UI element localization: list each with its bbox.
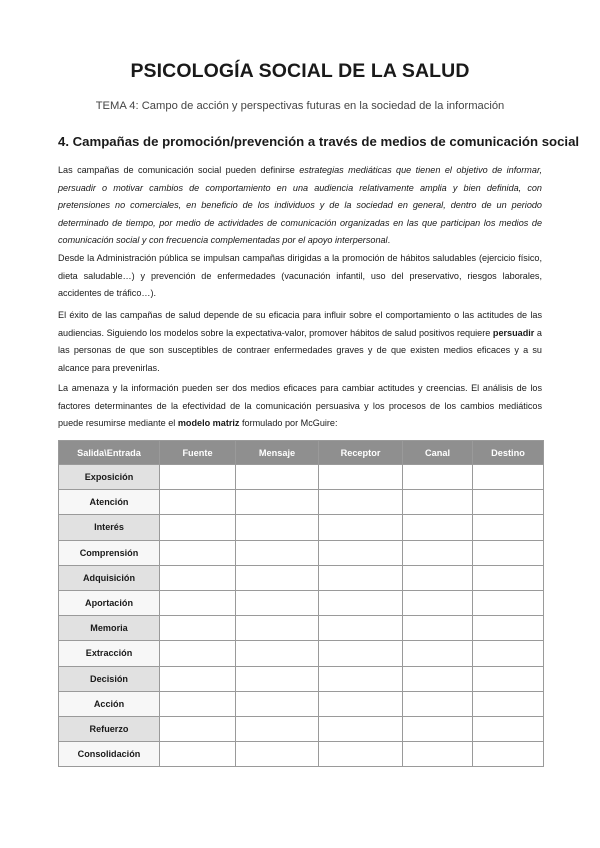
table-empty-cell bbox=[319, 540, 403, 565]
table-header-row bbox=[59, 441, 544, 465]
table-empty-cell bbox=[160, 515, 236, 540]
table-empty-cell bbox=[473, 465, 544, 490]
table-empty-cell bbox=[319, 490, 403, 515]
table-empty-cell bbox=[236, 540, 319, 565]
table-empty-cell bbox=[473, 515, 544, 540]
table-empty-cell bbox=[403, 565, 473, 590]
table-empty-cell bbox=[160, 691, 236, 716]
table-empty-cell bbox=[473, 716, 544, 741]
table-empty-cell bbox=[473, 590, 544, 615]
paragraph-definition-italic: estrategias mediáticas que tienen el objetivo de informar, persuadir o motivar cambios de comportamiento en una audiencia relativamente amplia y bien definida, con pretensiones no comerciales, en beneficio de los individuos y de la sociedad en general, dentro de un periodo determinado de tiempo, por medio de actividades de comunicación organizadas en las que participan los medios de comunicación social y con frecuencia complementadas por el apoyo interpersonal bbox=[58, 165, 542, 245]
table-empty-cell bbox=[236, 742, 319, 767]
table-row bbox=[59, 742, 544, 767]
table-row-label: Consolidación bbox=[59, 742, 160, 767]
table-row-label: Extracción bbox=[59, 641, 160, 666]
table-row-label: Adquisición bbox=[59, 565, 160, 590]
table-empty-cell bbox=[473, 565, 544, 590]
table-empty-cell bbox=[236, 565, 319, 590]
paragraph-threat bbox=[58, 380, 542, 433]
table-empty-cell bbox=[319, 666, 403, 691]
table-empty-cell bbox=[319, 691, 403, 716]
paragraph-definition-intro: Las campañas de comunicación social pueden definirse bbox=[58, 165, 300, 175]
table-row-label: Aportación bbox=[59, 590, 160, 615]
paragraph-success-after: a las personas de que son susceptibles de contraer enfermedades graves y de que existen medios eficaces y a su alcance para prevenirlas. bbox=[58, 327, 542, 373]
table-row bbox=[59, 616, 544, 641]
table-row-label: Comprensión bbox=[59, 540, 160, 565]
paragraph-threat-before: La amenaza y la información pueden ser dos medios eficaces para cambiar actitudes y creencias. El análisis de los factores determinantes de la efectividad de la comunicación persuasiva y los procesos de los cambios mediáticos puede resumirse mediante el bbox=[58, 383, 542, 428]
table-row-label: Acción bbox=[59, 691, 160, 716]
table-header-cell: Fuente bbox=[160, 441, 236, 465]
table-row bbox=[59, 540, 544, 565]
table-empty-cell bbox=[403, 540, 473, 565]
table-row bbox=[59, 716, 544, 741]
table-empty-cell bbox=[236, 515, 319, 540]
table-empty-cell bbox=[236, 641, 319, 666]
table-empty-cell bbox=[236, 616, 319, 641]
table-empty-cell bbox=[403, 641, 473, 666]
paragraph-success bbox=[58, 307, 542, 377]
table-row bbox=[59, 465, 544, 490]
table-empty-cell bbox=[319, 465, 403, 490]
table-empty-cell bbox=[160, 641, 236, 666]
paragraph-definition bbox=[58, 162, 542, 250]
table-empty-cell bbox=[473, 540, 544, 565]
table-row bbox=[59, 666, 544, 691]
table-header-cell: Receptor bbox=[319, 441, 403, 465]
table-empty-cell bbox=[403, 490, 473, 515]
table-empty-cell bbox=[236, 716, 319, 741]
table-empty-cell bbox=[160, 490, 236, 515]
table-empty-cell bbox=[160, 616, 236, 641]
table-header-cell: Canal bbox=[403, 441, 473, 465]
table-header-cell: Salida\Entrada bbox=[59, 441, 160, 465]
table-row-label: Exposición bbox=[59, 465, 160, 490]
table-empty-cell bbox=[160, 565, 236, 590]
paragraph-threat-after: formulado por McGuire: bbox=[239, 418, 338, 428]
table-empty-cell bbox=[403, 691, 473, 716]
table-empty-cell bbox=[403, 666, 473, 691]
table-empty-cell bbox=[403, 742, 473, 767]
table-empty-cell bbox=[160, 590, 236, 615]
paragraph-success-before: El éxito de las campañas de salud depende de su eficacia para influir sobre el comportamiento o las actitudes de las audiencias. Siguiendo los modelos sobre la expectativa-valor, promover hábitos de salud positivos requiere bbox=[58, 310, 542, 338]
paragraph-success-bold: persuadir bbox=[492, 327, 535, 338]
table-row-label: Memoria bbox=[59, 616, 160, 641]
table-row-label: Refuerzo bbox=[59, 716, 160, 741]
table-empty-cell bbox=[319, 565, 403, 590]
table-empty-cell bbox=[403, 616, 473, 641]
table-empty-cell bbox=[236, 666, 319, 691]
table-empty-cell bbox=[473, 691, 544, 716]
table-row-label: Atención bbox=[59, 490, 160, 515]
table-empty-cell bbox=[473, 641, 544, 666]
table-row-label: Interés bbox=[59, 515, 160, 540]
paragraph-administration: Desde la Administración pública se impulsan campañas dirigidas a la promoción de hábitos saludables (ejercicio físico, dieta saludable…) y prevención de enfermedades (vacunación infantil, uso del preservativo, riesgos laborales, accidentes de tráfico…). bbox=[58, 253, 542, 298]
table-header-cell: Mensaje bbox=[236, 441, 319, 465]
table-empty-cell bbox=[236, 691, 319, 716]
table-row bbox=[59, 590, 544, 615]
table-row-label: Decisión bbox=[59, 666, 160, 691]
table-empty-cell bbox=[236, 465, 319, 490]
table-empty-cell bbox=[403, 590, 473, 615]
table-empty-cell bbox=[160, 465, 236, 490]
table-empty-cell bbox=[473, 742, 544, 767]
table-row bbox=[59, 641, 544, 666]
table-empty-cell bbox=[319, 616, 403, 641]
document-subtitle: TEMA 4: Campo de acción y perspectivas futuras en la sociedad de la información bbox=[95, 100, 505, 112]
table-empty-cell bbox=[319, 515, 403, 540]
table-empty-cell bbox=[473, 616, 544, 641]
table-empty-cell bbox=[160, 666, 236, 691]
table-empty-cell bbox=[236, 590, 319, 615]
table-empty-cell bbox=[319, 742, 403, 767]
table-empty-cell bbox=[160, 540, 236, 565]
paragraph-definition-end: . bbox=[387, 235, 391, 245]
table-row bbox=[59, 565, 544, 590]
table-empty-cell bbox=[236, 490, 319, 515]
table-empty-cell bbox=[160, 716, 236, 741]
table-empty-cell bbox=[319, 716, 403, 741]
table-empty-cell bbox=[319, 590, 403, 615]
table-row bbox=[59, 515, 544, 540]
mcguire-matrix-table bbox=[58, 440, 544, 767]
table-empty-cell bbox=[319, 641, 403, 666]
table-header-cell: Destino bbox=[473, 441, 544, 465]
section-heading: 4. Campañas de promoción/prevención a través de medios de comunicación social bbox=[58, 134, 580, 149]
table-empty-cell bbox=[473, 490, 544, 515]
document-title: PSICOLOGÍA SOCIAL DE LA SALUD bbox=[130, 60, 470, 82]
table-row bbox=[59, 490, 544, 515]
table-empty-cell bbox=[403, 515, 473, 540]
table-empty-cell bbox=[403, 716, 473, 741]
table-empty-cell bbox=[473, 666, 544, 691]
table-empty-cell bbox=[403, 465, 473, 490]
table-empty-cell bbox=[160, 742, 236, 767]
table-row bbox=[59, 691, 544, 716]
paragraph-threat-bold: modelo matriz bbox=[177, 418, 240, 428]
